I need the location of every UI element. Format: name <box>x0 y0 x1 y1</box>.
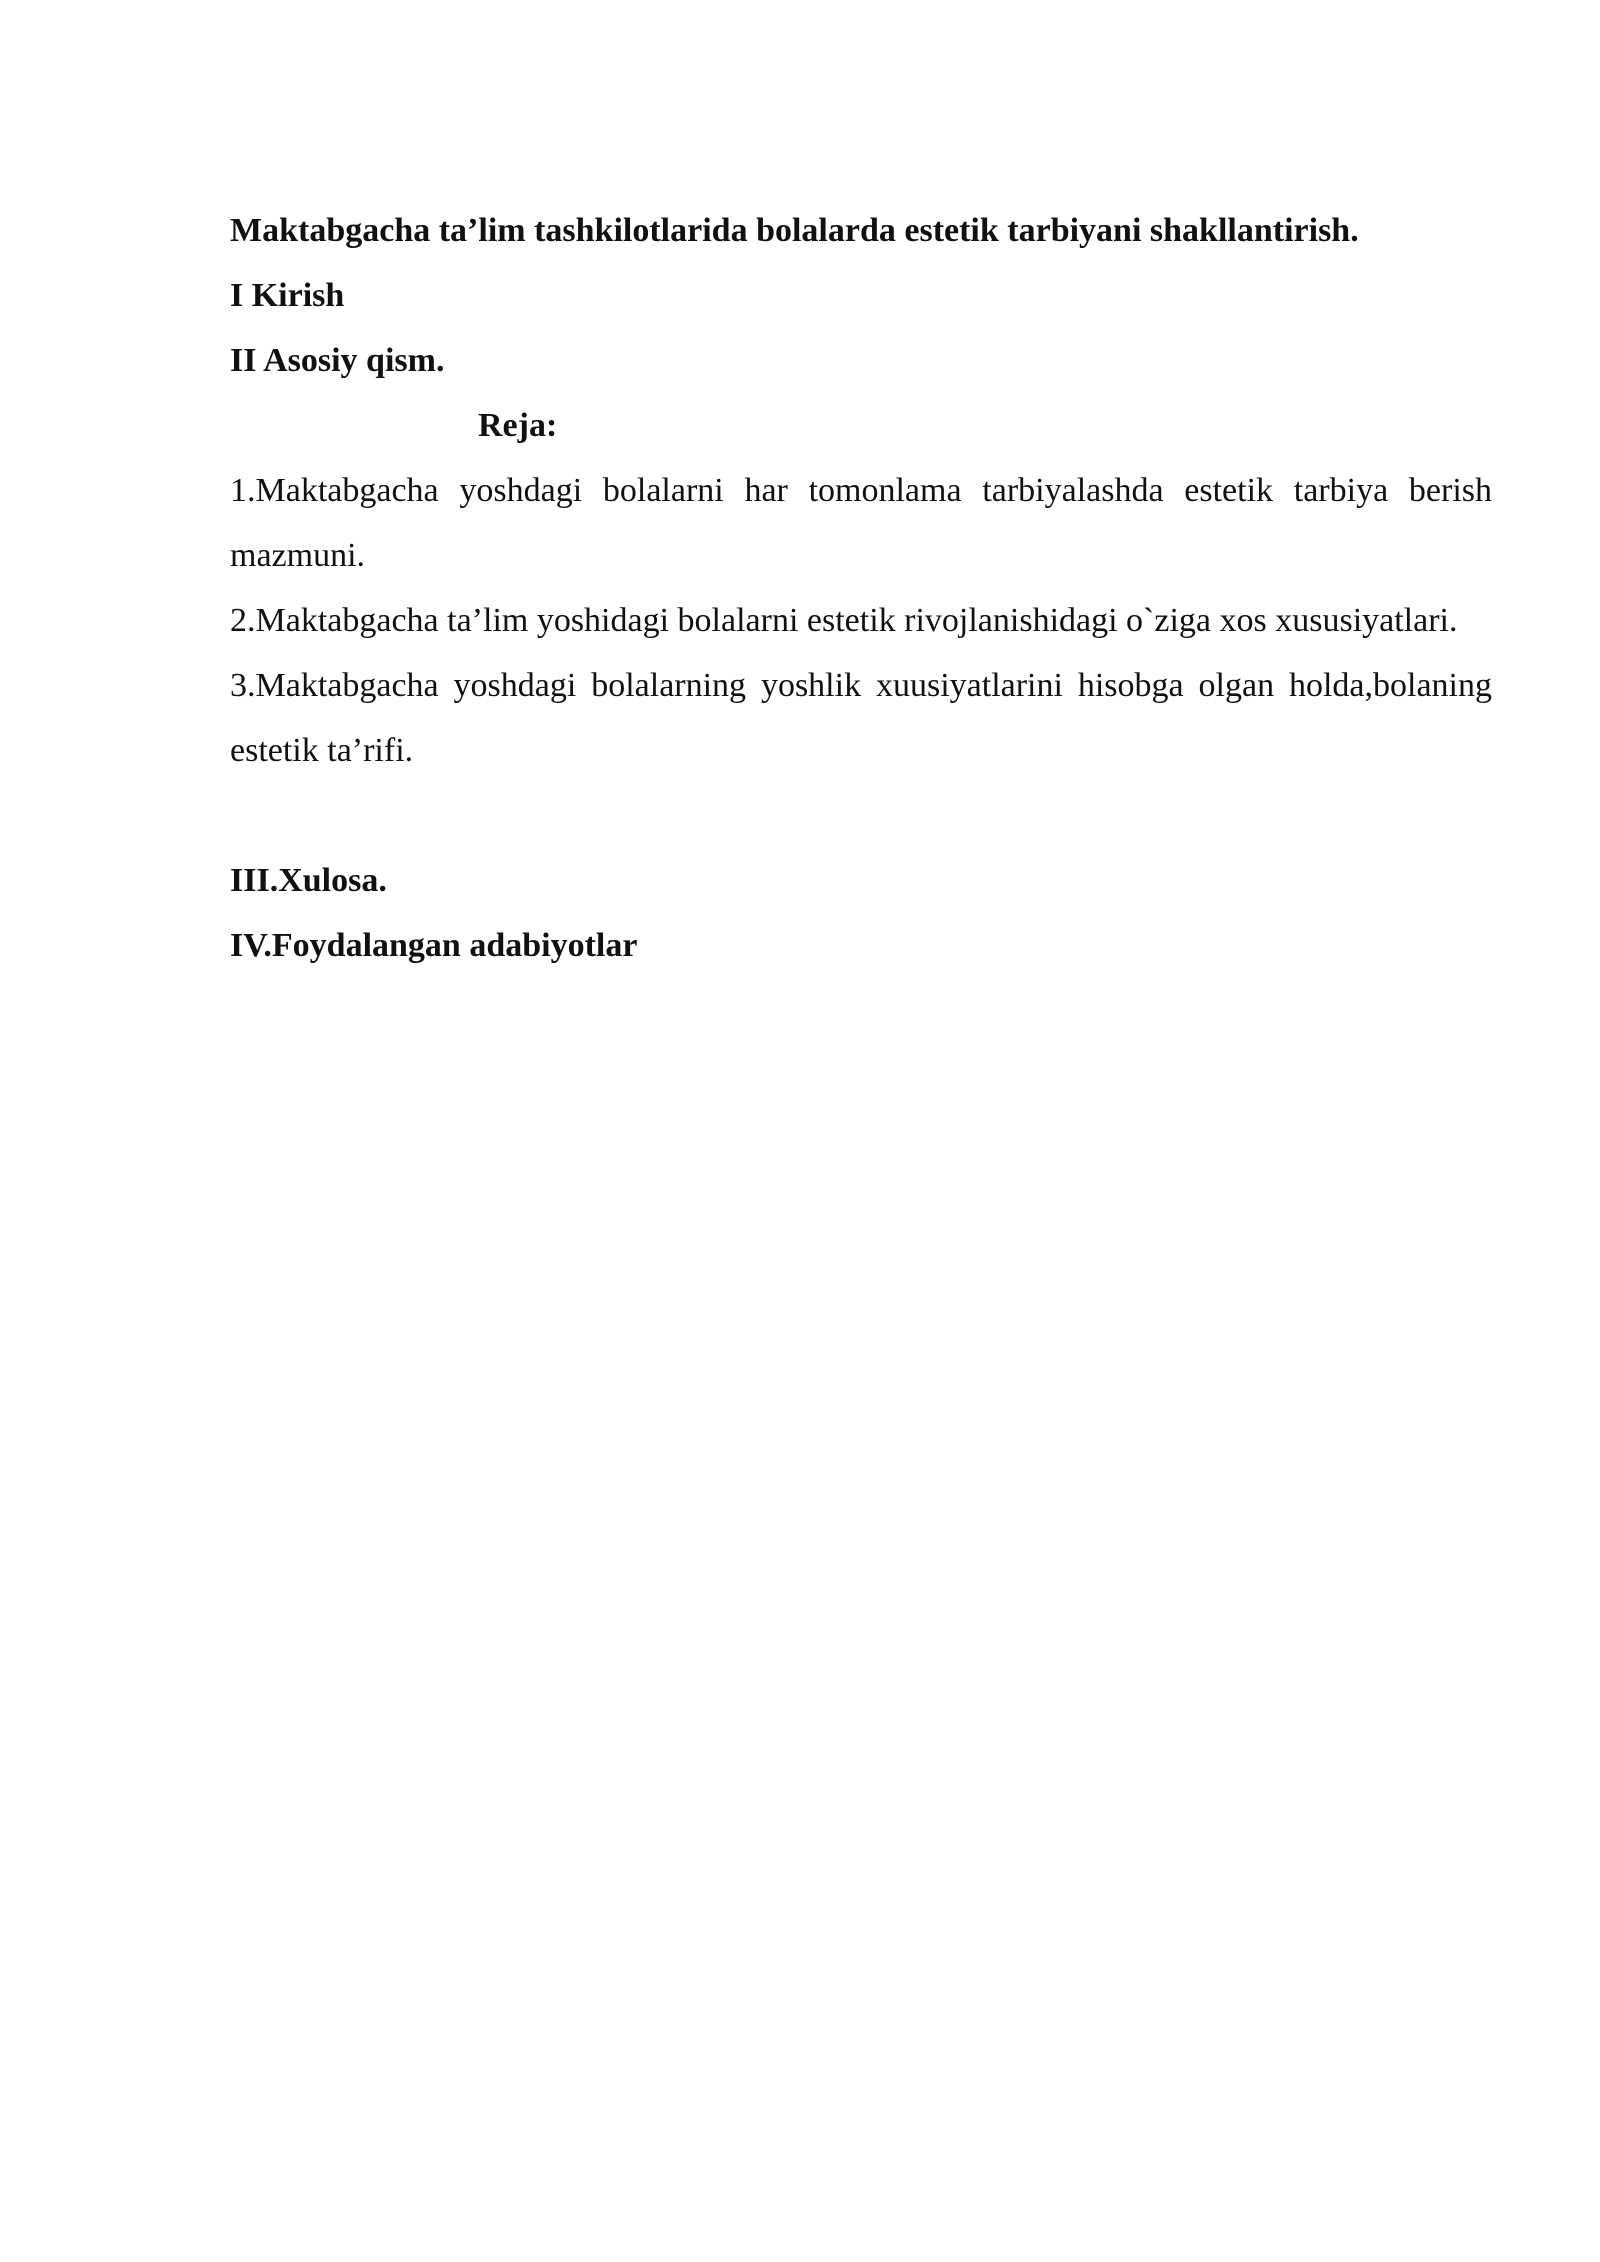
plan-item-3: 3.Maktabgacha yoshdagi bolalarning yoshlik xuusiyatlarini hisobga olgan holda,bolaning estetik ta’rifi. <box>230 667 1492 769</box>
blank-line <box>230 783 1492 848</box>
plan-item-1: 1.Maktabgacha yoshdagi bolalarni har tomonlama tarbiyalashda estetik tarbiya berish mazmuni. <box>230 472 1492 574</box>
section-references: IV.Foydalangan adabiyotlar <box>230 927 638 964</box>
document-title: Maktabgacha ta’lim tashkilotlarida bolalarda estetik tarbiyani shakllantirish. <box>230 212 1359 249</box>
section-main-part: II Asosiy qism. <box>230 342 445 379</box>
section-conclusion: III.Xulosa. <box>230 862 387 899</box>
document-body <box>230 198 1492 978</box>
plan-item-2: 2.Maktabgacha ta’lim yoshidagi bolalarni estetik rivojlanishidagi o`ziga xos xususiyatlari. <box>230 602 1458 639</box>
plan-heading: Reja: <box>478 407 558 444</box>
section-introduction: I Kirish <box>230 277 345 314</box>
